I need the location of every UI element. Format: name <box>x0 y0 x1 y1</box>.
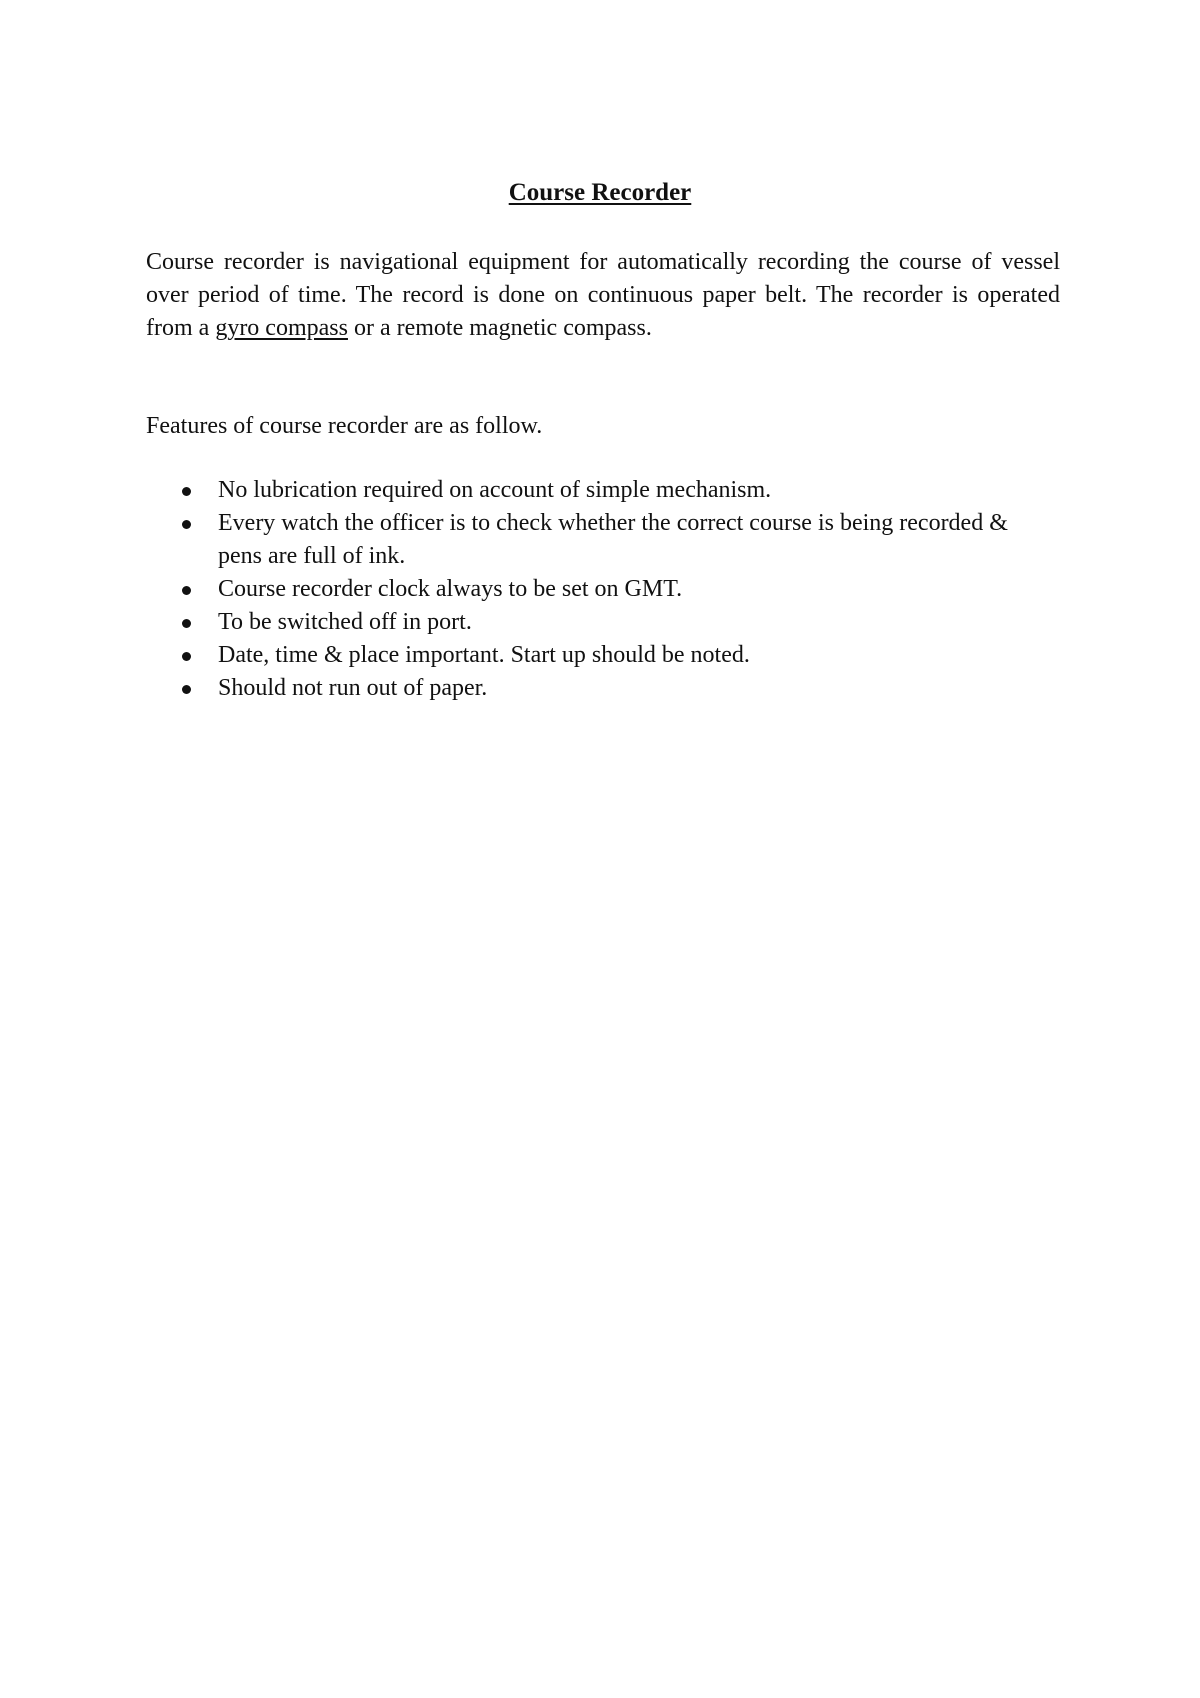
list-item <box>146 606 1046 639</box>
list-item-text: Course recorder clock always to be set on GMT. <box>218 576 683 602</box>
page-title <box>0 177 1200 209</box>
list-item <box>146 639 1046 672</box>
list-item <box>146 474 1046 507</box>
list-item <box>146 672 1046 705</box>
features-list <box>146 474 1046 705</box>
list-item-text: Should not run out of paper. <box>218 675 488 701</box>
bullet-icon <box>182 652 191 661</box>
list-item <box>146 573 1046 606</box>
intro-text-before-link: Course recorder is navigational equipment for automatically recording the course of vessel over period of time. The record is done on continuous paper belt. The recorder is operated from a <box>146 249 1060 341</box>
bullet-icon <box>182 586 191 595</box>
intro-text-after-link: or a remote magnetic compass. <box>347 315 652 341</box>
list-item <box>146 507 1046 573</box>
page-title-text: Course Recorder <box>508 178 692 206</box>
bullet-icon <box>182 520 191 529</box>
bullet-icon <box>182 685 191 694</box>
list-item-text: No lubrication required on account of simple mechanism. <box>218 477 772 503</box>
intro-paragraph <box>146 246 1060 345</box>
bullet-icon <box>182 487 191 496</box>
list-item-text: Every watch the officer is to check whether the correct course is being recorded & pens are full of ink. <box>218 510 1008 569</box>
bullet-icon <box>182 619 191 628</box>
list-item-text: Date, time & place important. Start up should be noted. <box>218 642 750 668</box>
list-item-text: To be switched off in port. <box>218 609 472 635</box>
gyro-compass-link[interactable]: gyro compass <box>215 315 348 341</box>
features-heading: Features of course recorder are as follow. <box>146 413 543 439</box>
